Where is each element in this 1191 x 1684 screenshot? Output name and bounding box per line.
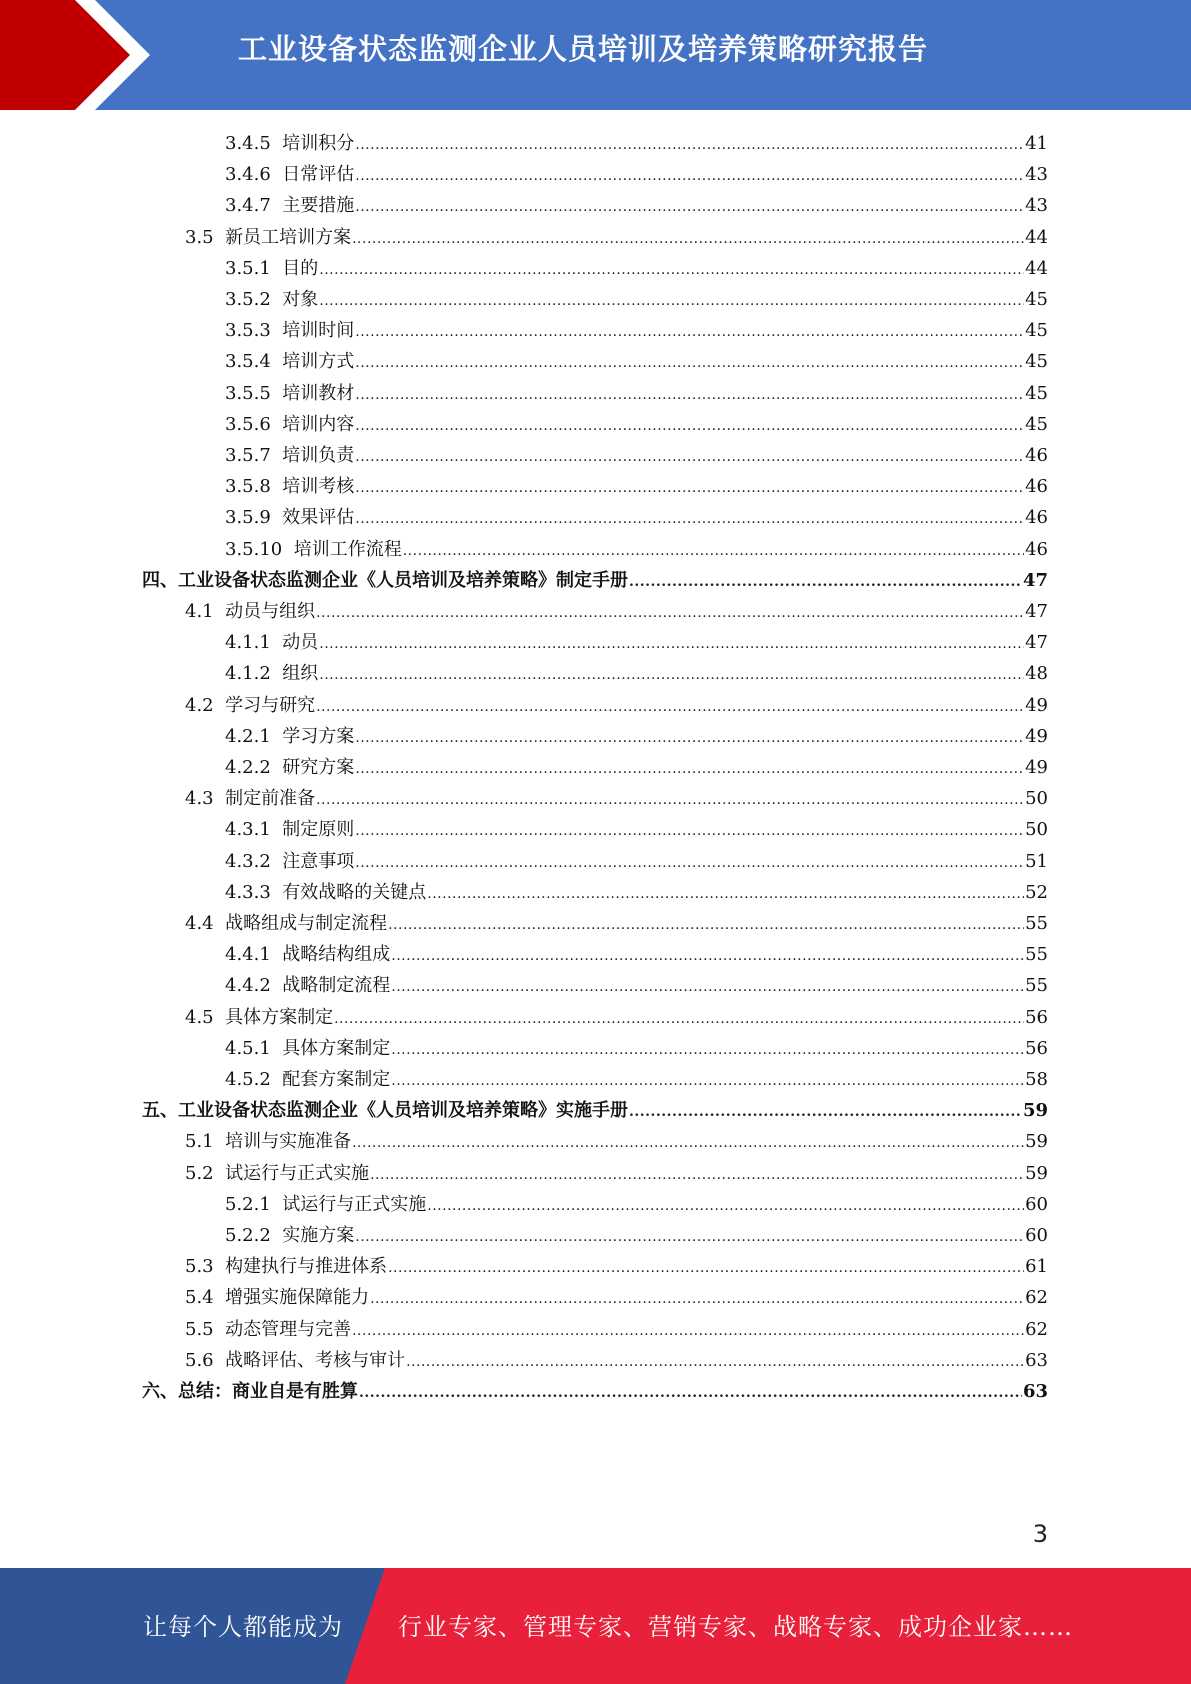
toc-entry-title: 增强实施保障能力 xyxy=(225,1287,370,1309)
toc-entry-page: 60 xyxy=(1025,1225,1048,1246)
toc-entry-page: 55 xyxy=(1025,913,1048,934)
toc-dot-leader xyxy=(355,848,1024,879)
toc-dot-leader xyxy=(391,972,1024,1003)
toc-dot-leader xyxy=(319,660,1024,691)
toc-entry[interactable] xyxy=(185,1345,1048,1376)
toc-entry-page: 45 xyxy=(1025,382,1048,404)
toc-entry-title: 注意事项 xyxy=(282,850,355,872)
toc-entry-title: 工业设备状态监测企业《人员培训及培养策略》制定手册 xyxy=(178,569,628,591)
toc-entry-page: 45 xyxy=(1025,289,1048,310)
toc-entry-number: 5.3 xyxy=(185,1256,214,1278)
toc-dot-leader xyxy=(355,473,1024,504)
toc-entry-number: 5.2.1 xyxy=(225,1193,271,1215)
page-footer xyxy=(0,1568,1191,1684)
toc-entry-page: 61 xyxy=(1025,1256,1048,1278)
toc-entry-title: 培训负责 xyxy=(282,445,355,466)
toc-entry-number: 4.2.2 xyxy=(225,757,271,778)
toc-entry-title: 动员与组织 xyxy=(225,601,316,622)
toc-entry-number: 5.2.2 xyxy=(225,1225,271,1246)
toc-entry-page: 63 xyxy=(1022,1381,1048,1402)
toc-entry-number: 4.4 xyxy=(185,913,214,934)
toc-entry[interactable] xyxy=(185,1314,1048,1345)
toc-entry-number: 5.4 xyxy=(185,1287,214,1309)
toc-entry-number: 4.1.1 xyxy=(225,632,271,654)
toc-entry[interactable] xyxy=(225,627,1048,658)
toc-entry-title: 制定前准备 xyxy=(225,788,316,810)
toc-entry-title: 具体方案制定 xyxy=(225,1006,334,1028)
toc-dot-leader xyxy=(334,1004,1024,1035)
toc-dot-leader xyxy=(427,1191,1024,1222)
toc-entry[interactable] xyxy=(142,565,1048,596)
page-header xyxy=(0,0,1191,110)
toc-entry-number: 3.5.3 xyxy=(225,320,271,342)
toc-entry[interactable] xyxy=(225,502,1048,533)
toc-entry-number: 五、 xyxy=(142,1100,178,1122)
toc-entry-title: 配套方案制定 xyxy=(282,1069,391,1090)
toc-dot-leader xyxy=(352,1316,1024,1347)
toc-dot-leader xyxy=(355,723,1024,754)
toc-dot-leader xyxy=(316,785,1024,816)
toc-entry[interactable] xyxy=(185,596,1048,627)
toc-entry-page: 63 xyxy=(1025,1349,1048,1371)
toc-entry-page: 59 xyxy=(1025,1162,1048,1184)
toc-entry-number: 3.5.5 xyxy=(225,382,271,404)
toc-entry-page: 44 xyxy=(1025,257,1048,279)
toc-entry[interactable] xyxy=(185,1002,1048,1033)
toc-entry-page: 56 xyxy=(1025,1037,1048,1059)
toc-entry-page: 59 xyxy=(1025,1131,1048,1153)
toc-entry-number: 3.5.9 xyxy=(225,507,271,529)
toc-entry-page: 47 xyxy=(1025,601,1048,622)
toc-entry-page: 55 xyxy=(1025,944,1048,966)
toc-entry-title: 制定原则 xyxy=(282,819,355,841)
toc-entry-title: 组织 xyxy=(282,663,319,685)
toc-entry-number: 六、 xyxy=(142,1381,178,1402)
toc-entry-page: 46 xyxy=(1025,538,1048,560)
toc-entry-number: 4.1.2 xyxy=(225,663,271,685)
toc-dot-leader xyxy=(406,1347,1024,1378)
toc-entry[interactable] xyxy=(225,877,1048,908)
toc-entry[interactable] xyxy=(142,1095,1048,1126)
toc-dot-leader xyxy=(319,255,1024,286)
toc-entry-number: 4.3.1 xyxy=(225,819,271,841)
toc-entry-number: 4.3.3 xyxy=(225,881,271,903)
toc-entry-page: 47 xyxy=(1025,632,1048,654)
toc-entry-title: 动态管理与完善 xyxy=(225,1318,352,1340)
toc-entry-page: 44 xyxy=(1025,226,1048,248)
toc-dot-leader xyxy=(355,1222,1024,1253)
toc-entry-number: 4.2 xyxy=(185,694,214,716)
toc-entry-page: 49 xyxy=(1025,694,1048,716)
toc-entry[interactable] xyxy=(225,1189,1048,1220)
toc-entry[interactable] xyxy=(225,721,1048,752)
toc-dot-leader xyxy=(355,348,1024,379)
footer-slogan-left: 让每个人都能成为 xyxy=(143,1613,343,1641)
toc-dot-leader xyxy=(391,1066,1024,1097)
toc-entry[interactable] xyxy=(225,284,1048,315)
toc-entry-page: 62 xyxy=(1025,1318,1048,1340)
toc-entry-number: 4.4.1 xyxy=(225,944,271,966)
toc-entry-title: 研究方案 xyxy=(282,757,355,778)
toc-entry[interactable] xyxy=(225,253,1048,284)
toc-dot-leader xyxy=(355,130,1024,161)
toc-entry-number: 3.5.2 xyxy=(225,289,271,310)
toc-entry-title: 培训与实施准备 xyxy=(225,1131,352,1153)
toc-entry-title: 效果评估 xyxy=(282,507,355,529)
toc-dot-leader xyxy=(355,161,1024,192)
toc-entry-page: 46 xyxy=(1025,445,1048,466)
toc-entry[interactable] xyxy=(225,970,1048,1001)
toc-entry-page: 62 xyxy=(1025,1287,1048,1309)
toc-dot-leader xyxy=(355,411,1024,442)
toc-entry-title: 实施方案 xyxy=(282,1225,355,1246)
toc-entry-page: 45 xyxy=(1025,320,1048,342)
toc-entry[interactable] xyxy=(225,440,1048,471)
toc-entry-page: 43 xyxy=(1025,195,1048,217)
toc-entry-page: 46 xyxy=(1025,507,1048,529)
toc-entry-page: 48 xyxy=(1025,663,1048,685)
toc-entry[interactable] xyxy=(185,1158,1048,1189)
toc-entry-number: 3.5.6 xyxy=(225,413,271,435)
toc-entry-page: 49 xyxy=(1025,725,1048,747)
toc-entry-title: 战略结构组成 xyxy=(282,944,391,966)
toc-entry-page: 51 xyxy=(1025,850,1048,872)
toc-entry-title: 目的 xyxy=(282,257,319,279)
toc-entry-number: 4.3 xyxy=(185,788,214,810)
toc-entry-number: 3.5.1 xyxy=(225,257,271,279)
toc-entry-page: 46 xyxy=(1025,476,1048,498)
toc-entry-title: 构建执行与推进体系 xyxy=(225,1256,388,1278)
toc-dot-leader xyxy=(352,224,1024,255)
toc-entry[interactable] xyxy=(225,378,1048,409)
toc-entry-number: 3.4.6 xyxy=(225,164,271,186)
toc-entry-number: 4.5.1 xyxy=(225,1037,271,1059)
toc-dot-leader xyxy=(391,1035,1024,1066)
toc-dot-leader xyxy=(359,1378,1022,1409)
toc-entry-number: 3.5 xyxy=(185,226,214,248)
toc-entry-page: 43 xyxy=(1025,164,1048,186)
toc-dot-leader xyxy=(316,598,1024,629)
toc-entry[interactable] xyxy=(225,159,1048,190)
toc-entry-title: 战略制定流程 xyxy=(282,975,391,997)
toc-entry-number: 4.5.2 xyxy=(225,1069,271,1090)
toc-entry[interactable] xyxy=(225,939,1048,970)
toc-entry-number: 4.1 xyxy=(185,601,214,622)
toc-entry[interactable] xyxy=(225,190,1048,221)
toc-entry[interactable] xyxy=(225,752,1048,783)
toc-entry[interactable] xyxy=(185,1126,1048,1157)
toc-entry-title: 具体方案制定 xyxy=(282,1037,391,1059)
toc-dot-leader xyxy=(629,567,1022,598)
toc-entry-page: 45 xyxy=(1025,413,1048,435)
toc-entry-page: 60 xyxy=(1025,1193,1048,1215)
toc-entry[interactable] xyxy=(225,534,1048,565)
toc-entry-page: 41 xyxy=(1025,133,1048,154)
report-title: 工业设备状态监测企业人员培训及培养策略研究报告 xyxy=(238,32,929,66)
toc-entry-title: 主要措施 xyxy=(282,195,355,217)
toc-entry[interactable] xyxy=(185,1282,1048,1313)
toc-dot-leader xyxy=(352,1128,1024,1159)
toc-entry-page: 58 xyxy=(1025,1069,1048,1090)
toc-entry-number: 3.5.4 xyxy=(225,351,271,373)
toc-entry-title: 试运行与正式实施 xyxy=(225,1162,370,1184)
toc-entry-number: 4.5 xyxy=(185,1006,214,1028)
toc-entry-page: 50 xyxy=(1025,788,1048,810)
toc-entry-number: 4.4.2 xyxy=(225,975,271,997)
toc-dot-leader xyxy=(355,380,1024,411)
toc-entry-title: 培训工作流程 xyxy=(293,538,402,560)
toc-dot-leader xyxy=(319,286,1024,317)
toc-entry-title: 日常评估 xyxy=(282,164,355,186)
toc-dot-leader xyxy=(629,1097,1022,1128)
toc-dot-leader xyxy=(370,1160,1024,1191)
toc-dot-leader xyxy=(427,879,1024,910)
toc-entry-title: 培训积分 xyxy=(282,133,355,154)
toc-dot-leader xyxy=(370,1284,1024,1315)
toc-entry-number: 4.2.1 xyxy=(225,725,271,747)
toc-entry-number: 3.5.10 xyxy=(225,538,283,560)
toc-dot-leader xyxy=(355,816,1024,847)
toc-entry-page: 55 xyxy=(1025,975,1048,997)
toc-entry-title: 战略评估、考核与审计 xyxy=(225,1349,406,1371)
toc-entry-title: 工业设备状态监测企业《人员培训及培养策略》实施手册 xyxy=(178,1100,628,1122)
toc-entry[interactable] xyxy=(225,1064,1048,1095)
toc-entry-number: 3.4.7 xyxy=(225,195,271,217)
toc-entry-number: 5.6 xyxy=(185,1349,214,1371)
toc-entry-title: 有效战略的关键点 xyxy=(282,881,427,903)
toc-entry[interactable] xyxy=(185,908,1048,939)
footer-slogan-right: 行业专家、管理专家、营销专家、战略专家、成功企业家…… xyxy=(398,1613,1073,1641)
toc-entry-page: 59 xyxy=(1022,1100,1048,1122)
toc-entry[interactable] xyxy=(142,1376,1048,1407)
toc-dot-leader xyxy=(391,941,1024,972)
toc-entry[interactable] xyxy=(185,222,1048,253)
toc-entry-number: 5.1 xyxy=(185,1131,214,1153)
toc-entry[interactable] xyxy=(225,1220,1048,1251)
toc-dot-leader xyxy=(355,504,1024,535)
toc-entry-number: 3.4.5 xyxy=(225,133,271,154)
toc-entry-number: 四、 xyxy=(142,569,178,591)
toc-entry[interactable] xyxy=(225,315,1048,346)
toc-entry[interactable] xyxy=(185,783,1048,814)
toc-entry-title: 培训方式 xyxy=(282,351,355,373)
toc-entry[interactable] xyxy=(225,658,1048,689)
toc-entry-title: 培训内容 xyxy=(282,413,355,435)
page-number: 3 xyxy=(1032,1520,1048,1548)
toc-entry-title: 新员工培训方案 xyxy=(225,226,352,248)
toc-entry-page: 50 xyxy=(1025,819,1048,841)
toc-entry-number: 5.2 xyxy=(185,1162,214,1184)
toc-dot-leader xyxy=(319,629,1024,660)
toc-entry[interactable] xyxy=(225,846,1048,877)
toc-entry-number: 3.5.7 xyxy=(225,445,271,466)
toc-entry-title: 对象 xyxy=(282,289,319,310)
toc-entry-title: 动员 xyxy=(282,632,319,654)
toc-entry-page: 47 xyxy=(1022,569,1048,591)
toc-entry-page: 45 xyxy=(1025,351,1048,373)
toc-entry-title: 试运行与正式实施 xyxy=(282,1193,427,1215)
toc-entry[interactable] xyxy=(185,1251,1048,1282)
toc-dot-leader xyxy=(355,317,1024,348)
toc-dot-leader xyxy=(388,1253,1024,1284)
toc-dot-leader xyxy=(403,536,1024,567)
toc-entry-title: 培训时间 xyxy=(282,320,355,342)
toc-dot-leader xyxy=(355,442,1024,473)
toc-entry-number: 3.5.8 xyxy=(225,476,271,498)
toc-dot-leader xyxy=(388,910,1024,941)
toc-entry-title: 总结：商业自是有胜算 xyxy=(178,1381,358,1402)
toc-entry[interactable] xyxy=(225,814,1048,845)
toc-entry-page: 56 xyxy=(1025,1006,1048,1028)
toc-entry[interactable] xyxy=(225,409,1048,440)
toc-dot-leader xyxy=(316,692,1024,723)
toc-entry-number: 4.3.2 xyxy=(225,850,271,872)
toc-entry[interactable] xyxy=(225,128,1048,159)
toc-entry-page: 49 xyxy=(1025,757,1048,778)
toc-entry[interactable] xyxy=(225,346,1048,377)
toc-entry-title: 培训考核 xyxy=(282,476,355,498)
toc-entry[interactable] xyxy=(225,1033,1048,1064)
toc-entry-title: 学习方案 xyxy=(282,725,355,747)
toc-dot-leader xyxy=(355,754,1024,785)
toc-dot-leader xyxy=(355,192,1024,223)
toc-entry-page: 52 xyxy=(1025,881,1048,903)
toc-entry-title: 培训教材 xyxy=(282,382,355,404)
toc-entry[interactable] xyxy=(225,471,1048,502)
toc-entry-number: 5.5 xyxy=(185,1318,214,1340)
toc-entry-title: 战略组成与制定流程 xyxy=(225,913,388,934)
toc-entry-title: 学习与研究 xyxy=(225,694,316,716)
toc-entry[interactable] xyxy=(185,690,1048,721)
